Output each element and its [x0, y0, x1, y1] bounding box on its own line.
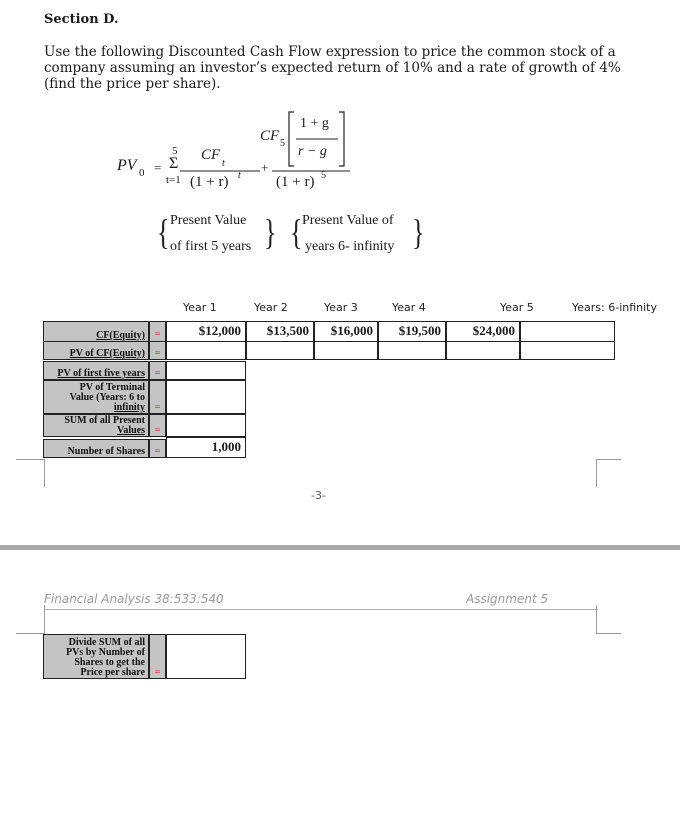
cf-equity-year2[interactable]: $13,500 — [246, 321, 314, 342]
sum-lower-limit: t=1 — [166, 174, 181, 186]
cf-equity-year1[interactable]: $12,000 — [166, 321, 246, 342]
cf-t-subscript: t — [222, 158, 225, 169]
denominator-1-exponent: t — [238, 170, 241, 181]
pv0-symbol: PV — [117, 157, 137, 174]
left-brace: { — [157, 212, 170, 253]
equals-cell: = — [149, 439, 166, 458]
denominator-2-exponent: 5 — [321, 170, 326, 181]
left-brace: { — [290, 212, 303, 253]
sum-pv-value[interactable] — [166, 414, 246, 437]
equals-sign: = — [154, 160, 162, 175]
row-label-pv-first-five: PV of first five years — [43, 361, 149, 380]
pv0-subscript: 0 — [139, 167, 145, 179]
row-label-sum-pv: SUM of all Present Values — [43, 414, 149, 437]
row-label-pv-terminal: PV of Terminal Value (Years: 6 to infinity — [43, 380, 149, 414]
row-label-cf-equity: CF(Equity) — [43, 321, 149, 342]
equals-cell: = — [149, 380, 166, 414]
cf5-symbol: CF — [260, 128, 280, 144]
right-brace: } — [264, 212, 277, 253]
cf-equity-year4[interactable]: $19,500 — [378, 321, 446, 342]
row-label-pv-cf-equity: PV of CF(Equity) — [43, 341, 149, 360]
assignment-header: Assignment 5 — [466, 592, 549, 606]
cf-t-symbol: CF — [201, 147, 221, 163]
pv-cf-equity-year3[interactable] — [314, 341, 378, 360]
price-per-share-value[interactable] — [166, 634, 246, 679]
pv-cf-equity-terminal[interactable] — [520, 341, 615, 360]
intro-line: company assuming an investor’s expected return of 10% and a rate of growth of 4% — [44, 60, 621, 76]
intro-paragraph — [44, 44, 634, 92]
page-number: -3- — [311, 489, 326, 502]
year-header: Year 1 — [183, 301, 217, 314]
cf-equity-terminal[interactable] — [520, 321, 615, 342]
inner-denominator: r − g — [298, 144, 327, 159]
year-header: Year 2 — [254, 301, 288, 314]
pv-first-five-value[interactable] — [166, 361, 246, 380]
section-title: Section D. — [44, 12, 119, 27]
pv-first-caption-line1: Present Value — [170, 213, 247, 228]
pv-cf-equity-year2[interactable] — [246, 341, 314, 360]
pv-term-caption-line1: Present Value of — [302, 213, 394, 228]
sigma-symbol: Σ — [169, 155, 179, 172]
year-header: Year 5 — [500, 301, 534, 314]
pv-first-caption-line2: of first 5 years — [170, 239, 252, 254]
equals-cell: = — [149, 341, 166, 360]
cf-equity-year5[interactable]: $24,000 — [446, 321, 520, 342]
pv-cf-equity-year5[interactable] — [446, 341, 520, 360]
year-header: Years: 6-infinity — [572, 301, 657, 314]
header-rule — [44, 609, 598, 610]
intro-line: Use the following Discounted Cash Flow expression to price the common stock of a — [44, 44, 616, 60]
crop-mark — [596, 459, 621, 487]
equals-cell: = — [149, 321, 166, 342]
equals-cell: = — [149, 361, 166, 380]
cf5-subscript: 5 — [280, 138, 285, 149]
inner-numerator: 1 + g — [300, 116, 329, 131]
crop-mark — [596, 605, 621, 634]
row-label-price: Divide SUM of all PVs by Number of Shares to get the Price per share — [43, 634, 149, 679]
pv-term-caption-line2: years 6- infinity — [305, 239, 395, 254]
intro-line: (find the price per share). — [44, 76, 221, 92]
right-brace: } — [412, 212, 425, 253]
pv-cf-equity-year1[interactable] — [166, 341, 246, 360]
pv-cf-equity-year4[interactable] — [378, 341, 446, 360]
year-header: Year 3 — [324, 301, 358, 314]
course-header: Financial Analysis 38:533:540 — [44, 592, 224, 606]
equals-cell: = — [149, 634, 166, 679]
crop-mark — [16, 459, 45, 487]
cf-equity-year3[interactable]: $16,000 — [314, 321, 378, 342]
plus-sign: + — [261, 160, 269, 175]
denominator-1: (1 + r) — [190, 174, 229, 190]
pv-terminal-value[interactable] — [166, 380, 246, 414]
crop-mark — [16, 605, 45, 634]
denominator-2: (1 + r) — [276, 174, 315, 190]
page-divider — [0, 545, 680, 550]
equals-cell: = — [149, 414, 166, 437]
sum-upper-limit: 5 — [172, 145, 178, 157]
year-header: Year 4 — [392, 301, 426, 314]
shares-value[interactable]: 1,000 — [166, 437, 246, 458]
row-label-shares: Number of Shares — [43, 439, 149, 458]
